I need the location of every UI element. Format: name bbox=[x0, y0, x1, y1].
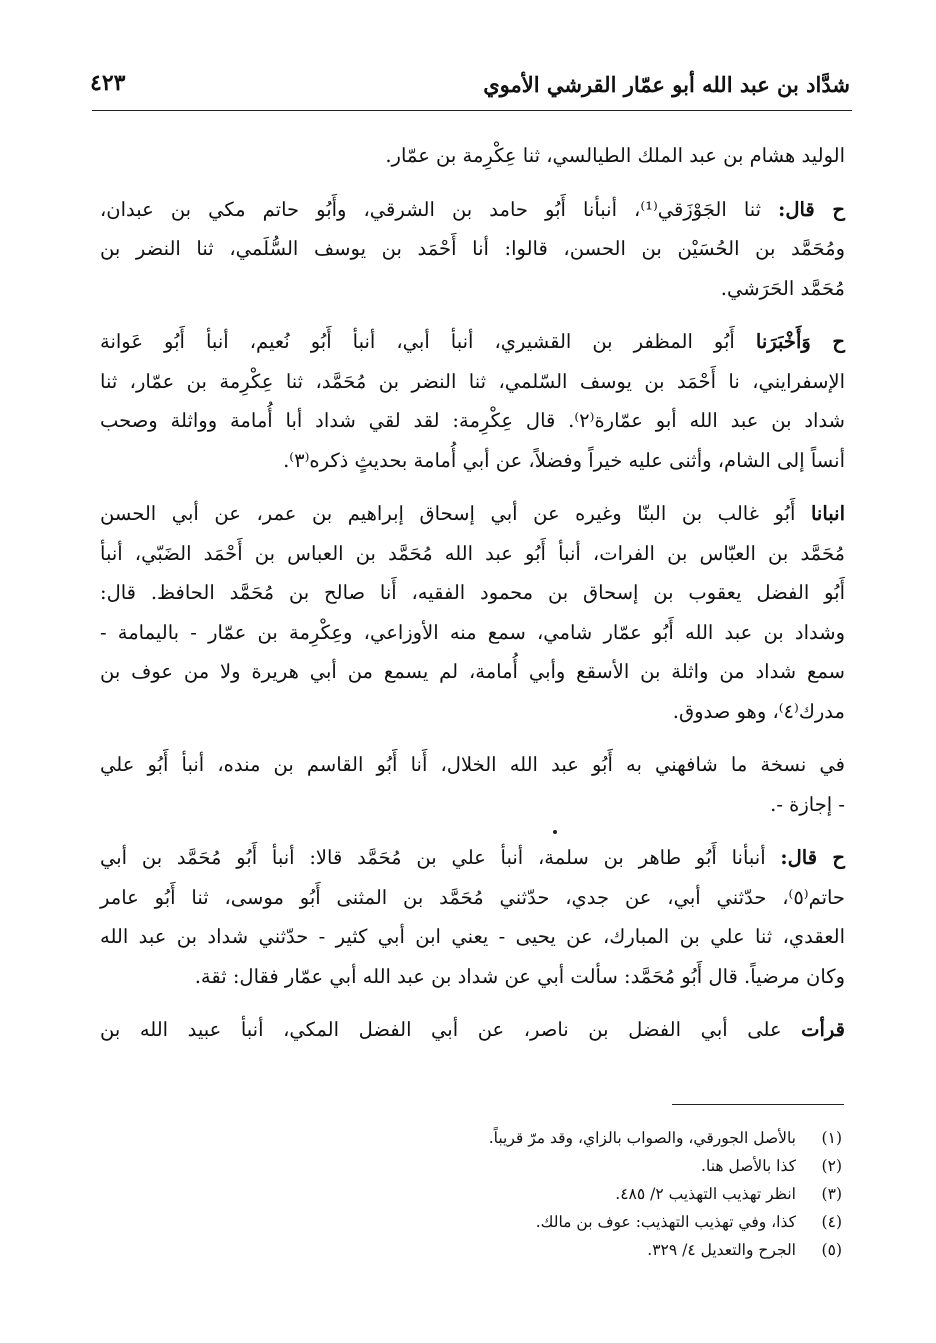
footnote-1 bbox=[380, 1124, 842, 1152]
paragraph-lead: ح قال: bbox=[780, 846, 846, 869]
text-line: وكان مرضياً. قال أَبُو مُحَمَّد: سألت أبي عن شداد بن عبد الله أبي عمّار فقال: ثقة. bbox=[194, 964, 845, 988]
footnote-text: كذا بالأصل هنا. bbox=[701, 1157, 796, 1175]
paragraph-5 bbox=[100, 745, 845, 824]
text-line: حاتم⁽٥⁾، حدّثني أبي، عن جدي، حدّثني مُحَمَّد بن المثنى أَبُو موسى، ثنا أَبُو عامر bbox=[100, 885, 845, 909]
text-line: - إجازة -. bbox=[770, 792, 845, 816]
footnote-5 bbox=[380, 1236, 842, 1264]
footnote-number: (٢) bbox=[821, 1157, 842, 1175]
footnote-text: بالأصل الجورقي، والصواب بالزاي، وقد مرّ قريباً. bbox=[488, 1129, 796, 1147]
paragraph-lead: ح قال: bbox=[778, 197, 845, 221]
text-line: قرأت على أبي الفضل بن ناصر، عن أبي الفضل المكي، أنبأ عبيد الله بن bbox=[100, 1018, 845, 1041]
text-line: الإسفرايني، نا أَحْمَد بن يوسف السّلمي، ثنا النضر بن مُحَمَّد، ثنا عِكْرِمة بن عمّار، ثنا bbox=[100, 369, 845, 393]
footnote-text: الجرح والتعديل ٤/ ٣٢٩. bbox=[647, 1241, 796, 1259]
paragraph-2 bbox=[100, 190, 845, 309]
text-line: أَبُو الفضل يعقوب بن إسحاق بن محمود الفقيه، أَنا صالح بن مُحَمَّد الحافظ. قال: bbox=[100, 581, 845, 604]
text-line: انبانا أَبُو غالب بن البنّا وغيره عن أبي إسحاق إبراهيم بن عمر، عن أبي الحسن bbox=[100, 502, 845, 525]
footnote-3 bbox=[380, 1180, 842, 1208]
text-line: الوليد هشام بن عبد الملك الطيالسي، ثنا عِكْرِمة بن عمّار. bbox=[385, 144, 845, 167]
text-line: ح وَأَخْبَرَنا أَبُو المظفر بن القشيري، أنبأ أبي، أنبأ أَبُو نُعيم، أنبأ أَبُو عَوانة bbox=[100, 330, 846, 353]
paragraph-3 bbox=[100, 322, 845, 480]
footnote-2 bbox=[380, 1152, 842, 1180]
paragraph-4 bbox=[100, 494, 845, 731]
text-line: العقدي، ثنا علي بن المبارك، عن يحيى - يعني ابن أبي كثير - حدّثني شداد بن عبد الله bbox=[100, 925, 845, 948]
paragraph-1 bbox=[100, 136, 845, 176]
footnote-4 bbox=[380, 1208, 842, 1236]
running-header bbox=[80, 66, 850, 108]
paragraph-lead: ح وَأَخْبَرَنا bbox=[755, 330, 846, 353]
text-line: وشداد بن عبد الله أَبُو عمّار شامي، سمع منه الأوزاعي، وعِكْرِمة بن عمّار - باليمامة - bbox=[100, 620, 845, 644]
text-line: ح قال: ثنا الجَوْزَقي⁽¹⁾، أنبأنا أَبُو حامد بن الشرقي، وأَبُو حاتم مكي بن عبدان، bbox=[100, 197, 845, 221]
footnote-number: (٥) bbox=[821, 1241, 842, 1259]
footnotes bbox=[380, 1124, 842, 1264]
text-line: شداد بن عبد الله أبو عمّارة⁽٢⁾. قال عِكْرِمة: لقد لقي شداد أبا أُمامة وواثلة وصحب bbox=[100, 409, 846, 432]
paragraph-lead: انبانا bbox=[810, 502, 845, 525]
paragraph-6 bbox=[100, 838, 845, 996]
footnote-rule bbox=[672, 1104, 844, 1105]
footnote-text: انظر تهذيب التهذيب ٢/ ٤٨٥. bbox=[615, 1185, 796, 1203]
footnote-text: كذا، وفي تهذيب التهذيب: عوف بن مالك. bbox=[535, 1213, 796, 1231]
footnote-number: (١) bbox=[821, 1129, 842, 1147]
print-speck bbox=[553, 830, 557, 834]
header-title: شدَّاد بن عبد الله أبو عمّار القرشي الأموي bbox=[483, 72, 850, 97]
text-line: مُحَمَّد بن العبّاس بن الفرات، أنبأ أَبُو عبد الله مُحَمَّد بن العباس بن أَحْمَد الضَبّي، أنبأ bbox=[100, 541, 845, 565]
text-line: مُحَمَّد الحَرَشي. bbox=[720, 276, 845, 300]
paragraph-7 bbox=[100, 1010, 845, 1050]
text-line: ومُحَمَّد بن الحُسَيْن بن الحسن، قالوا: أنا أَحْمَد بن يوسف السُّلَمي، ثنا النضر بن bbox=[100, 237, 845, 260]
main-text bbox=[100, 136, 845, 1050]
page-number: ٤٢٣ bbox=[90, 70, 126, 96]
text-line: ح قال: أنبأنا أَبُو طاهر بن سلمة، أنبأ علي بن مُحَمَّد قالا: أنبأ أَبُو مُحَمَّد بن أبي bbox=[100, 846, 846, 869]
paragraph-lead: قرأت bbox=[801, 1018, 845, 1041]
text-line: مدرك⁽٤⁾، وهو صدوق. bbox=[672, 699, 845, 723]
header-rule bbox=[92, 110, 852, 111]
text-line: سمع شداد من واثلة بن الأسقع وأبي أُمامة، لم يسمع من أبي هريرة ولا من عوف بن bbox=[100, 660, 845, 683]
footnote-number: (٣) bbox=[821, 1185, 842, 1203]
text-line: أنساً إلى الشام، وأثنى عليه خيراً وفضلاً، عن أبي أُمامة بحديثٍ ذكره⁽٣⁾. bbox=[283, 448, 845, 472]
footnote-number: (٤) bbox=[821, 1213, 842, 1231]
text-line: في نسخة ما شافهني به أَبُو عبد الله الخلال، أَنا أَبُو القاسم بن منده، أنبأ أَبُو علي bbox=[100, 753, 845, 776]
